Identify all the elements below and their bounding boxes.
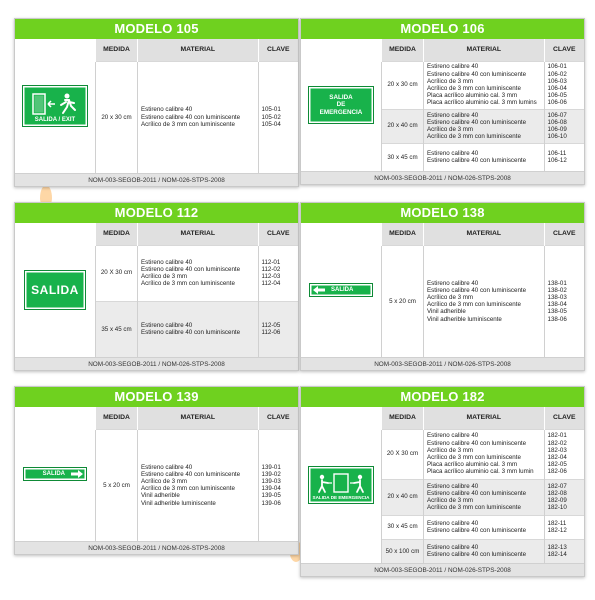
card-title: MODELO 138 [301,203,584,223]
column-header-clave: CLAVE [544,223,584,245]
card-title: MODELO 105 [15,19,298,39]
column-header-clave: CLAVE [544,39,584,61]
table-row: 5 x 20 cm Estireno calibre 40 Estireno calibre 40 con luminiscente Acrílico de 3 mm Acrílico de 3 mm con luminiscente Vinil adherible Vinil adherible luminiscente 139-01 139-02 139-03 139-04 139-05 139-06 [96,429,299,541]
column-header-clave: CLAVE [544,407,584,429]
medida-cell: 20 x 30 cm [96,61,138,173]
sign-label: SALIDA DE EMERGENCIA [312,495,370,500]
spec-table [381,39,584,171]
sign-image [301,223,381,357]
norm-footer: NOM-003-SEGOB-2011 / NOM-026-STPS-2008 [15,357,298,370]
card-modelo-138 [300,202,585,371]
sign-label: SALIDA / EXIT [34,117,76,123]
card-modelo-112 [14,202,299,371]
column-header-material: MATERIAL [138,223,259,245]
arrow-left-icon [313,286,325,294]
column-header-medida: MEDIDA [382,407,424,429]
column-header-clave: CLAVE [258,407,298,429]
table-row: 30 x 45 cm Estireno calibre 40 Estireno calibre 40 con luminiscente 182-11 182-12 [382,515,585,539]
arrow-right-icon [71,470,83,478]
column-header-material: MATERIAL [424,223,545,245]
spec-table [95,407,298,541]
column-header-material: MATERIAL [138,39,259,61]
sign-label: SALIDA [42,471,65,477]
spec-table [381,407,584,563]
emergency-exit-people-icon [314,472,368,494]
column-header-medida: MEDIDA [382,39,424,61]
table-row: 35 x 45 cm Estireno calibre 40 Estireno calibre 40 con luminiscente 112-05 112-06 [96,301,299,357]
norm-footer: NOM-003-SEGOB-2011 / NOM-026-STPS-2008 [15,173,298,186]
sign-image [15,39,95,173]
sign-label-line-3: EMERGENCIA [319,108,363,116]
sign-image [301,39,381,171]
norm-footer: NOM-003-SEGOB-2011 / NOM-026-STPS-2008 [15,541,298,554]
column-header-clave: CLAVE [258,39,298,61]
column-header-material: MATERIAL [424,39,545,61]
card-modelo-106 [300,18,585,185]
card-title: MODELO 182 [301,387,584,407]
sign-label: SALIDA [31,283,79,297]
norm-footer: NOM-003-SEGOB-2011 / NOM-026-STPS-2008 [301,357,584,370]
column-header-clave: CLAVE [258,223,298,245]
card-title: MODELO 106 [301,19,584,39]
card-modelo-105 [14,18,299,187]
table-row: 20 X 30 cm Estireno calibre 40 Estireno calibre 40 con luminiscente Acrílico de 3 mm Acrílico de 3 mm con luminiscente Placa acrílico aluminio cal. 3 mm Placa acrílico aluminio cal. 3 mm lumin 182-01 182-02 182-03 182-04 182-05 182-06 [382,429,585,479]
card-title: MODELO 112 [15,203,298,223]
spec-table [381,223,584,357]
sign-label: SALIDA [331,287,354,293]
column-header-medida: MEDIDA [382,223,424,245]
table-row: 20 x 40 cm Estireno calibre 40 Estireno calibre 40 con luminiscente Acrílico de 3 mm Acrílico de 3 mm con luminiscente 182-07 182-08 182-09 182-10 [382,479,585,515]
material-cell: Estireno calibre 40 Estireno calibre 40 con luminiscente Acrílico de 3 mm con luminiscente [138,61,259,173]
spec-table [95,223,298,357]
table-row: 20 X 30 cm Estireno calibre 40 Estireno calibre 40 con luminiscente Acrílico de 3 mm Acrílico de 3 mm con luminiscente 112-01 112-02 112-03 112-04 [96,245,299,301]
exit-running-person-icon [27,92,83,116]
table-row: 20 x 30 cm Estireno calibre 40 Estireno calibre 40 con luminiscente Acrílico de 3 mm Acrílico de 3 mm con luminiscente Placa acrílico aluminio cal. 3 mm Placa acrílico aluminio cal. 3 mm lumins 106-01 106-02 106-03 106-04 106-05 106-06 [382,61,585,109]
sign-label-line-1: SALIDA [329,93,353,101]
norm-footer: NOM-003-SEGOB-2011 / NOM-026-STPS-2008 [301,563,584,576]
card-title: MODELO 139 [15,387,298,407]
sign-image [15,223,95,357]
table-row [96,61,299,173]
table-row: 20 x 40 cm Estireno calibre 40 Estireno calibre 40 con luminiscente Acrílico de 3 mm Acrílico de 3 mm con luminiscente 106-07 106-08 106-09 106-10 [382,109,585,143]
card-modelo-182 [300,386,585,577]
clave-cell: 105-01 105-02 105-04 [258,61,298,173]
sign-image [15,407,95,541]
column-header-medida: MEDIDA [96,407,138,429]
sign-label-line-2: DE [336,101,346,109]
card-modelo-139 [14,386,299,555]
table-row: 30 x 45 cm Estireno calibre 40 Estireno calibre 40 con luminiscente 106-11 106-12 [382,143,585,171]
column-header-material: MATERIAL [424,407,545,429]
sign-image [301,407,381,563]
column-header-medida: MEDIDA [96,39,138,61]
norm-footer: NOM-003-SEGOB-2011 / NOM-026-STPS-2008 [301,171,584,184]
column-header-material: MATERIAL [138,407,259,429]
spec-table [95,39,298,173]
table-row: 5 x 20 cm Estireno calibre 40 Estireno calibre 40 con luminiscente Acrílico de 3 mm Acrílico de 3 mm con luminiscente Vinil adherible Vinil adherible luminiscente 138-01 138-02 138-03 138-04 138-05 138-06 [382,245,585,357]
table-row: 50 x 100 cm Estireno calibre 40 Estireno calibre 40 con luminiscente 182-13 182-14 [382,539,585,563]
column-header-medida: MEDIDA [96,223,138,245]
